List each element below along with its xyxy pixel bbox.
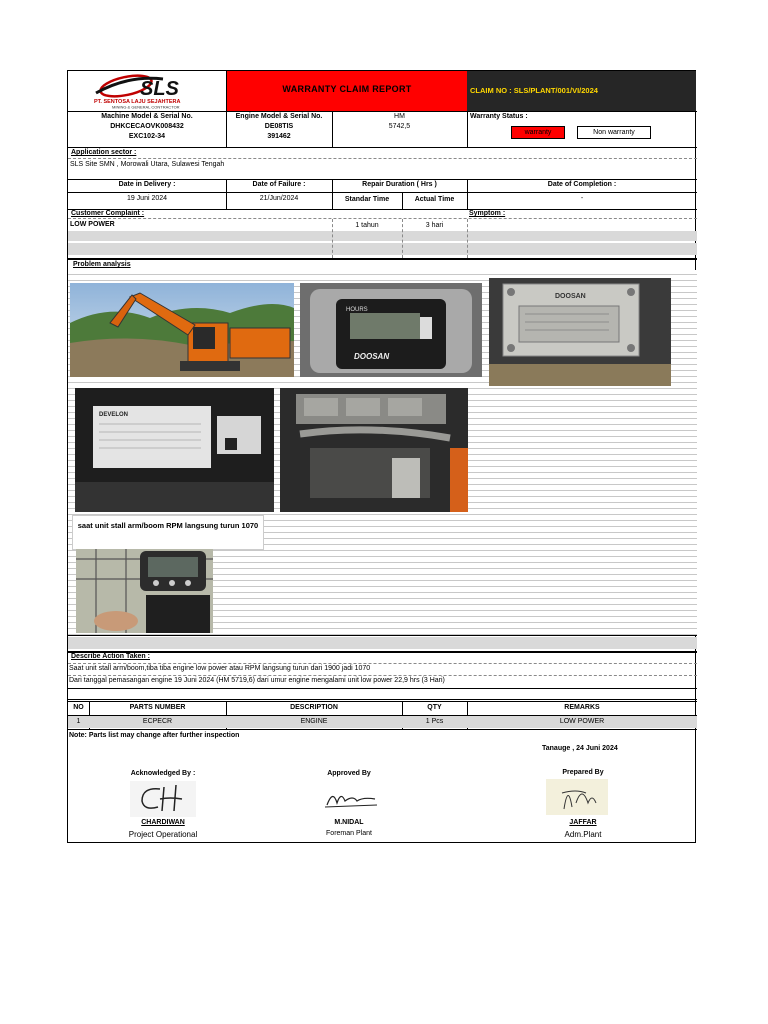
machine-serial: DHKCECAOVK008432 [110, 123, 184, 130]
machine-model-cell [68, 112, 226, 142]
actual-time-label: Actual Time [414, 196, 455, 203]
prep-title: Adm.Plant [564, 830, 602, 839]
machine-model: EXC102-34 [128, 133, 166, 140]
delivery-label: Date in Delivery : [118, 181, 176, 188]
appr-label: Approved By [327, 770, 371, 777]
logo-text: SLS [140, 78, 179, 100]
photo-hour-meter [300, 283, 482, 377]
appr-name: M.NIDAL [334, 819, 364, 826]
parts-header-no: NO [73, 704, 84, 711]
appr-title: Foreman Plant [326, 830, 372, 837]
engine-model-cell [226, 112, 332, 142]
action-label: Describe Action Taken : [71, 653, 150, 660]
failure-value: 21/Jun/2024 [259, 195, 299, 202]
parts-header-description: DESCRIPTION [290, 704, 338, 711]
hm-label: HM [394, 113, 405, 120]
parts-note: Note: Parts list may change after further inspection [69, 732, 240, 739]
ack-name: CHARDIWAN [141, 819, 185, 826]
actual-time-value: 3 hari [425, 222, 444, 229]
logo-area [68, 71, 226, 111]
engine-model-label: Engine Model & Serial No. [235, 113, 323, 120]
company-subtitle: MINING & GENERAL CONTRACTOR [112, 104, 180, 110]
hours-label: HOURS [346, 307, 368, 313]
failure-label: Date of Failure : [252, 181, 306, 188]
prep-label: Prepared By [562, 769, 604, 776]
hm-cell [332, 112, 467, 132]
completion-value: - [580, 195, 584, 202]
parts-header-qty: QTY [427, 704, 442, 711]
photo-nameplate [489, 278, 671, 386]
photo-engine [280, 388, 468, 512]
action-line-2: Dari tanggal pemasangan engine 19 Juni 2024 (HM 5719,6) dari umur engine mengalami unit low power 22,9 hrs (3 Hari) [69, 677, 445, 684]
machine-model-label: Machine Model & Serial No. [101, 113, 193, 120]
parts-header-remarks: REMARKS [564, 704, 600, 711]
warranty-status-label: Warranty Status : [470, 113, 528, 120]
repair-duration-label: Repair Duration ( Hrs ) [362, 181, 437, 188]
parts-row-remarks: LOW POWER [559, 718, 605, 725]
engine-model: DE08TIS [264, 123, 294, 130]
claim-no: CLAIM NO : SLS/PLANT/001/VI/2024 [470, 86, 598, 95]
appr-signature [323, 785, 379, 811]
non-warranty-option-label: Non warranty [593, 129, 635, 136]
engine-serial: 391462 [267, 133, 291, 140]
standar-time-value: 1 tahun [355, 222, 379, 229]
photo-engine-plate [75, 388, 274, 512]
warranty-option-label: warranty [524, 129, 552, 136]
photo-excavator [70, 283, 294, 377]
warranty-option[interactable] [511, 126, 565, 139]
prep-signature [546, 779, 608, 815]
engine-plate-brand: DEVELON [99, 412, 129, 418]
ack-label: Acknowledged By : [130, 770, 196, 777]
place-date: Tanauge , 24 Juni 2024 [542, 745, 618, 752]
photo-caption-cell [72, 515, 264, 550]
report-title: WARRANTY CLAIM REPORT [282, 84, 412, 94]
standar-time-label: Standar Time [344, 196, 390, 203]
completion-label: Date of Completion : [547, 181, 617, 188]
claim-no-cell [467, 71, 696, 111]
parts-header-number: PARTS NUMBER [129, 704, 186, 711]
symptom-label: Symptom : [469, 210, 506, 217]
meter-brand: DOOSAN [354, 352, 390, 361]
company-name: PT. SENTOSA LAJU SEJAHTERA [94, 99, 181, 105]
hm-value: 5742,5 [388, 123, 411, 130]
application-label: Application sector : [71, 149, 137, 156]
ack-title: Project Operational [128, 830, 198, 839]
complaint-value: LOW POWER [70, 221, 115, 228]
problem-analysis-label: Problem analysis [73, 261, 131, 268]
prep-name: JAFFAR [569, 819, 597, 826]
photo-caption: saat unit stall arm/boom RPM langsung turun 1070 [77, 521, 259, 530]
report-title-cell [226, 71, 467, 111]
parts-row-number: ECPECR [142, 718, 173, 725]
photo-dashboard [76, 549, 213, 633]
warranty-claim-form [67, 70, 696, 843]
parts-row-no: 1 [76, 718, 81, 725]
nameplate-brand: DOOSAN [555, 293, 586, 300]
ack-signature [130, 781, 196, 817]
complaint-label: Customer Complaint : [71, 210, 145, 217]
parts-row-description: ENGINE [300, 718, 328, 725]
action-line-1: Saat unit stall arm/boom,tiba tiba engine low power atau RPM langsung turun dari 1900 jadi 1070 [69, 665, 371, 672]
application-value: SLS Site SMN , Morowali Utara, Sulawesi Tengah [70, 161, 225, 168]
non-warranty-option[interactable] [577, 126, 651, 139]
sls-logo [68, 71, 226, 111]
parts-row-qty: 1 Pcs [425, 718, 444, 725]
delivery-value: 19 Juni 2024 [126, 195, 168, 202]
